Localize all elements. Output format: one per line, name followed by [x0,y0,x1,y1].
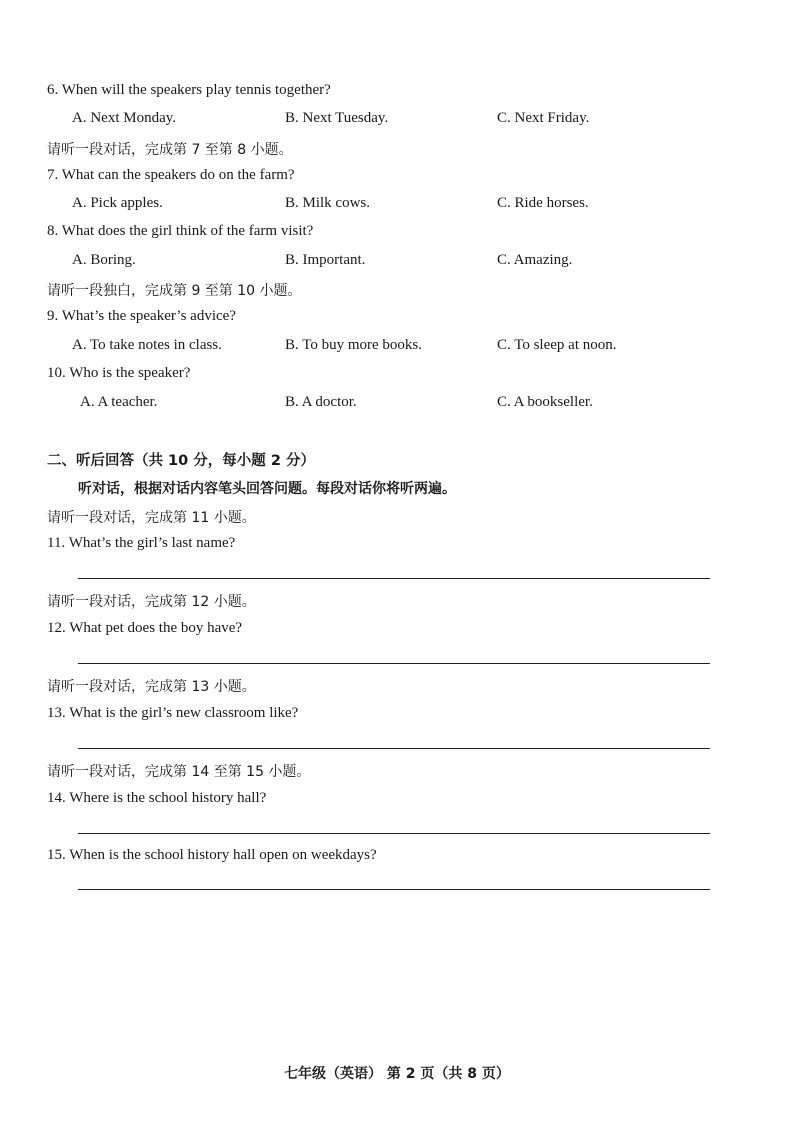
question-14 [47,790,266,807]
option-a: A. To take notes in class. [72,337,222,353]
question-text: When will the speakers play tennis together? [61,82,331,98]
page-footer: 七年级（英语） 第 2 页（共 8 页） [284,1066,510,1082]
question-text: What does the girl think of the farm visit? [61,223,314,239]
option-b: B. Important. [285,252,366,268]
answer-line[interactable] [78,578,710,579]
answer-line[interactable] [78,748,710,749]
question-8 [47,223,313,240]
question-number: 12. [47,620,66,636]
question-number: 7. [47,167,59,183]
question-number: 9. [47,308,59,324]
question-text: What pet does the boy have? [69,620,243,636]
question-text: What is the girl’s new classroom like? [69,705,299,721]
option-a: A. Next Monday. [72,110,177,126]
question-9 [47,308,236,325]
option-c: C. Amazing. [497,252,573,268]
option-c: C. Ride horses. [497,195,589,211]
option-b: B. Next Tuesday. [285,110,389,126]
option-c: C. Next Friday. [497,110,590,126]
option-c: C. To sleep at noon. [497,337,617,353]
question-15 [47,847,377,864]
option-c: C. A bookseller. [497,394,593,410]
answer-line[interactable] [78,663,710,664]
instruction: 请听一段对话，完成第 13 小题。 [47,679,256,695]
option-a: A. Boring. [72,252,136,268]
question-7 [47,167,295,184]
question-text: Who is the speaker? [69,365,191,381]
option-b: B. Milk cows. [285,195,371,211]
question-number: 10. [47,365,66,381]
question-6 [47,82,331,99]
section-title: 二、听后回答（共 10 分，每小题 2 分） [47,453,315,469]
instruction: 请听一段对话，完成第 14 至第 15 小题。 [47,764,311,780]
question-number: 8. [47,223,59,239]
section-description: 听对话，根据对话内容笔头回答问题。每段对话你将听两遍。 [78,481,456,497]
option-a: A. Pick apples. [72,195,163,211]
question-text: What can the speakers do on the farm? [61,167,295,183]
answer-line[interactable] [78,833,710,834]
question-13 [47,705,298,722]
question-number: 15. [47,847,66,863]
option-b: B. To buy more books. [285,337,423,353]
question-number: 11. [47,535,66,551]
question-number: 14. [47,790,66,806]
option-a: A. A teacher. [80,394,158,410]
question-text: Where is the school history hall? [69,790,267,806]
question-text: What’s the speaker’s advice? [61,308,236,324]
question-text: When is the school history hall open on weekdays? [69,847,377,863]
instruction: 请听一段独白，完成第 9 至第 10 小题。 [47,283,302,299]
question-11 [47,535,235,552]
instruction: 请听一段对话，完成第 11 小题。 [47,510,256,526]
option-b: B. A doctor. [285,394,357,410]
question-number: 13. [47,705,66,721]
question-text: What’s the girl’s last name? [68,535,236,551]
question-12 [47,620,242,637]
answer-line[interactable] [78,889,710,890]
instruction: 请听一段对话，完成第 12 小题。 [47,594,256,610]
question-number: 6. [47,82,59,98]
question-10 [47,365,190,382]
instruction: 请听一段对话，完成第 7 至第 8 小题。 [47,142,293,158]
